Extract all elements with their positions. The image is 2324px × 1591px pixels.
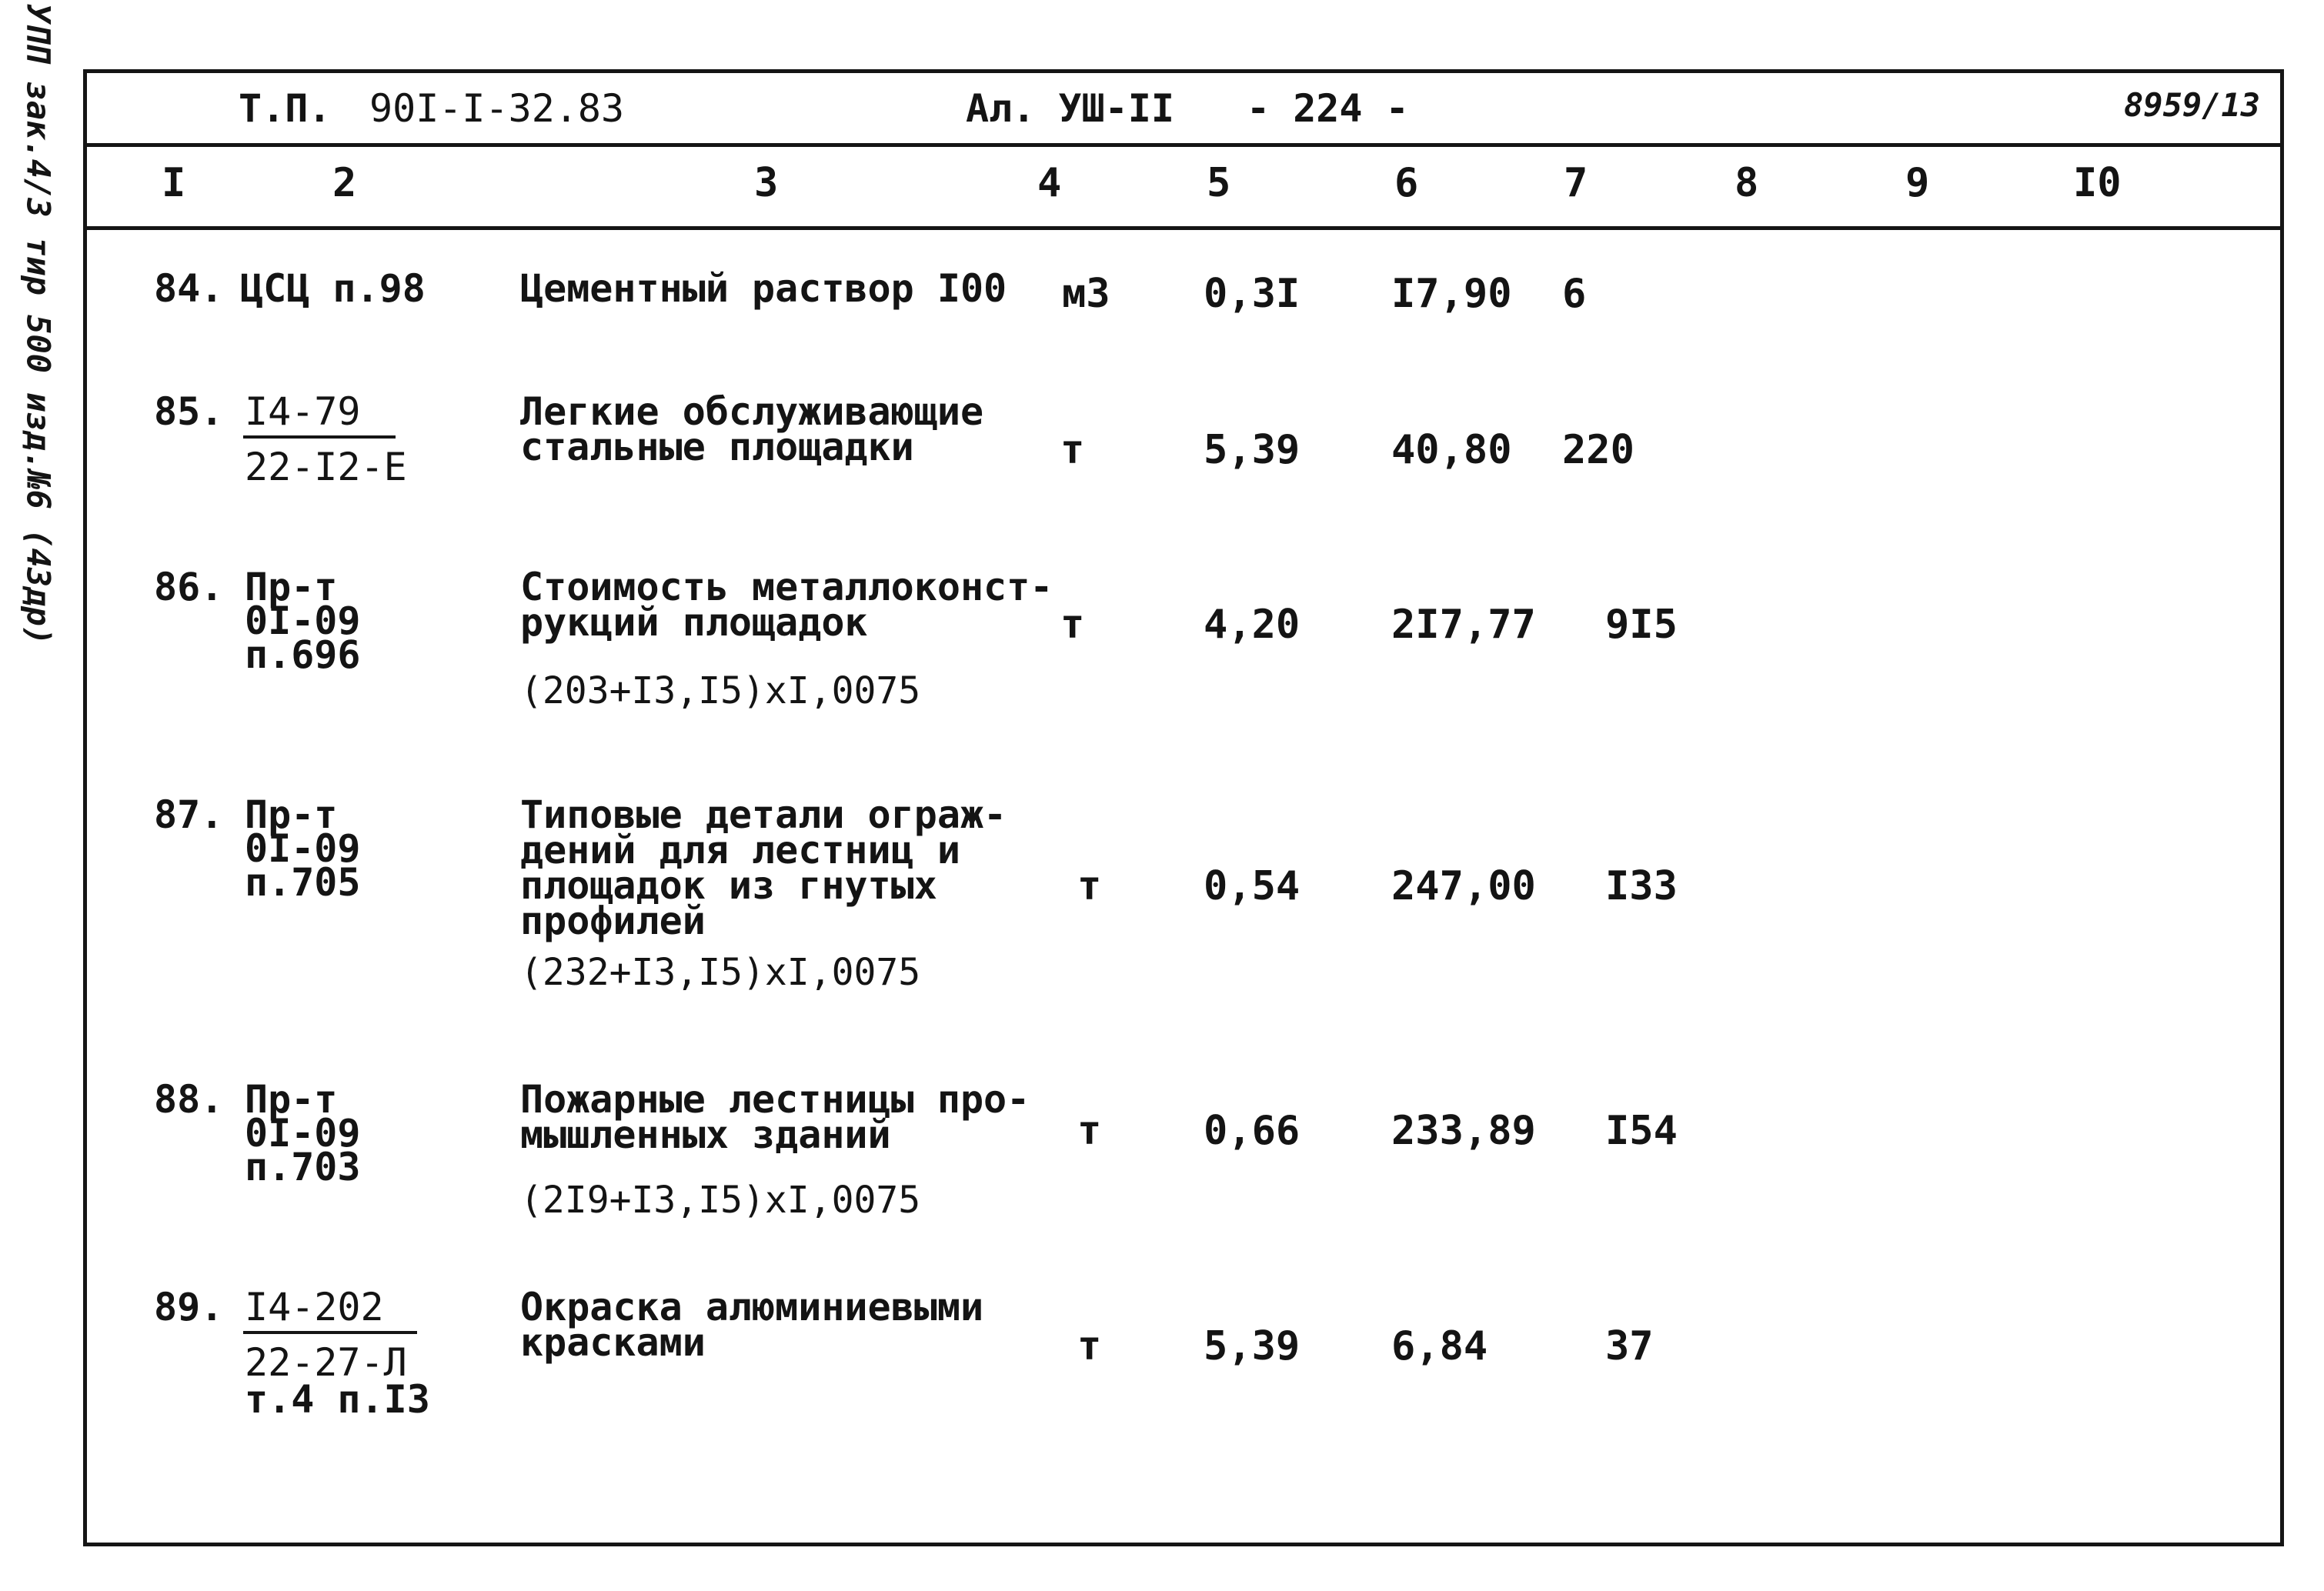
row-quantity: 5,39 [1204,1323,1301,1369]
row-total: I33 [1605,863,1678,909]
header-rule [83,143,2284,147]
column-number: 6 [1394,160,1419,206]
row-unit: т [1077,863,1102,909]
row-formula: (232+I3,I5)хI,0075 [520,951,921,994]
row-number: 86. [154,565,224,609]
row-quantity: 0,66 [1204,1108,1301,1154]
column-number: 7 [1564,160,1588,206]
row-code-line: 0I-09 [245,1111,361,1156]
row-description-line: Пожарные лестницы про- [520,1077,1030,1122]
row-total: I54 [1605,1108,1678,1154]
row-description-line: Окраска алюминиевыми [520,1285,984,1329]
row-number: 85. [154,389,224,434]
row-description-line: профилей [520,899,706,943]
row-description-line: Стоимость металлоконст- [520,565,1053,609]
column-number: 9 [1905,160,1930,206]
column-number: 2 [332,160,357,206]
row-price: I7,90 [1391,271,1512,317]
row-code-line: Пр-т [245,792,338,837]
column-number: 5 [1207,160,1231,206]
row-description-line: Типовые детали ограж- [520,792,1007,837]
column-number: 3 [754,160,779,206]
row-price: 6,84 [1391,1323,1488,1369]
row-formula: (2I9+I3,I5)хI,0075 [520,1179,921,1222]
row-description-line: дений для лестниц и [520,828,960,872]
row-unit: т [1060,602,1085,648]
row-number: 88. [154,1077,224,1122]
row-code-line: п.705 [245,860,361,905]
row-unit: т [1077,1108,1102,1154]
column-number: I [162,160,186,206]
row-quantity: 4,20 [1204,602,1301,648]
page-number: - 224 - [1247,86,1409,131]
row-description-line: стальные площадки [520,425,914,469]
row-quantity: 5,39 [1204,427,1301,473]
row-number: 89. [154,1285,224,1329]
row-description-line: красками [520,1320,706,1365]
row-code-line: 22-27-Л [245,1340,407,1385]
row-code-line: 0I-09 [245,826,361,871]
code-fraction-line [243,435,396,439]
album-label: Ал. УШ-II [966,86,1174,131]
tp-number: 90I-I-32.83 [369,86,625,131]
row-price: 247,00 [1391,863,1536,909]
column-number: 8 [1735,160,1759,206]
row-total: 220 [1562,427,1634,473]
row-code-line: п.703 [245,1145,361,1189]
row-description-line: Легкие обслуживающие [520,389,984,434]
row-unit: м3 [1062,271,1110,317]
row-code-line: Пр-т [245,1077,338,1122]
row-code-line: 0I-09 [245,599,361,643]
row-price: 2I7,77 [1391,602,1536,648]
row-formula: (203+I3,I5)хI,0075 [520,669,921,712]
code-fraction-line [243,1331,417,1334]
row-total: 37 [1605,1323,1654,1369]
row-description-line: рукций площадок [520,600,868,645]
row-price: 233,89 [1391,1108,1536,1154]
row-description-line: площадок из гнутых [520,863,937,908]
row-description: Цементный раствор I00 [520,266,1007,311]
row-code-denominator: 22-I2-Е [245,445,407,489]
row-unit: т [1060,427,1085,473]
row-quantity: 0,54 [1204,863,1301,909]
row-number: 87. [154,792,224,837]
row-code-line: Пр-т [245,565,338,609]
row-unit: т [1077,1323,1102,1369]
row-quantity: 0,3I [1204,271,1301,317]
column-number: I0 [2073,160,2122,206]
row-code: ЦСЦ п.98 [240,266,426,311]
row-code-line: п.696 [245,632,361,677]
margin-stamp-note: УПП зак.4/3 тир 500 изд.№6 (43др) [19,3,58,645]
row-total: 9I5 [1605,602,1678,648]
row-code-line: т.4 п.I3 [245,1377,430,1422]
document-number: 8959/13 [2124,86,2261,124]
column-number: 4 [1037,160,1062,206]
row-total: 6 [1562,271,1587,317]
row-code-numerator: I4-202 [245,1285,384,1329]
row-code-numerator: I4-79 [245,389,361,434]
row-description-line: мышленных зданий [520,1112,891,1157]
row-number: 84. [154,266,224,311]
column-header-rule [83,226,2284,230]
row-price: 40,80 [1391,427,1512,473]
tp-label: Т.П. [239,86,332,131]
